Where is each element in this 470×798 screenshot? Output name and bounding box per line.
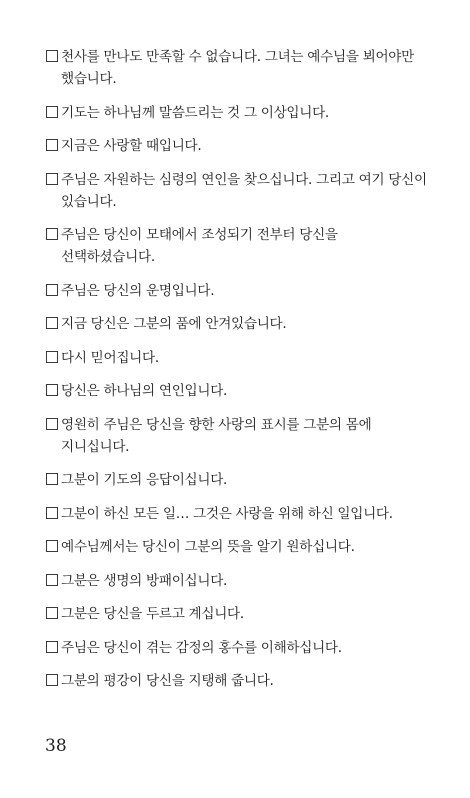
checklist-item — [46, 102, 430, 124]
checkbox[interactable] — [46, 173, 58, 185]
checklist — [46, 46, 430, 704]
checklist-item-text: 천사를 만나도 만족할 수 없습니다. 그녀는 예수님을 뵈어야만 했습니다. — [61, 49, 414, 87]
checklist-item-text: 그분은 당신을 두르고 계십니다. — [61, 606, 244, 622]
checkbox[interactable] — [46, 317, 58, 329]
checklist-item-text: 그분은 생명의 방패이십니다. — [61, 572, 228, 589]
checkbox[interactable] — [46, 284, 58, 296]
checklist-item-text: 지금은 사랑할 때입니다. — [61, 138, 202, 154]
checklist-item-text: 기도는 하나님께 말씀드리는 것 그 이상입니다. — [61, 104, 329, 121]
checkbox[interactable] — [46, 540, 58, 552]
checklist-item — [46, 169, 430, 213]
checklist-item-text: 영원히 주님은 당신을 향한 사랑의 표시를 그분의 몸에 지니십니다. — [61, 416, 372, 455]
checklist-item — [46, 469, 430, 491]
checklist-item — [46, 46, 430, 90]
checklist-item — [46, 380, 430, 402]
checklist-item-text: 주님은 당신의 운명입니다. — [61, 282, 215, 299]
checklist-item-text: 주님은 당신이 겪는 감정의 홍수를 이해하십니다. — [61, 639, 342, 656]
checkbox[interactable] — [46, 418, 58, 430]
checklist-item-text: 주님은 자원하는 심령의 연인을 찾으십니다. 그리고 여기 당신이 있습니다. — [61, 171, 427, 210]
checklist-item-text: 그분이 기도의 응답이십니다. — [61, 472, 228, 488]
checkbox[interactable] — [46, 574, 58, 586]
checklist-item — [46, 224, 430, 268]
checkbox[interactable] — [46, 106, 58, 118]
page-number: 38 — [45, 736, 67, 756]
checkbox[interactable] — [46, 607, 58, 619]
checklist-item-text: 주님은 당신이 모태에서 조성되기 전부터 당신을 선택하셨습니다. — [61, 227, 338, 265]
checklist-item-text: 당신은 하나님의 연인입니다. — [61, 383, 228, 399]
checkbox[interactable] — [46, 641, 58, 653]
checklist-item-text: 그분의 평강이 당신을 지탱해 줍니다. — [61, 673, 274, 689]
checklist-item-text: 예수님께서는 당신이 그분의 뜻을 알기 원하십니다. — [61, 539, 355, 555]
checklist-item — [46, 637, 430, 659]
checkbox[interactable] — [46, 507, 58, 519]
checklist-item-text: 그분이 하신 모든 일… 그것은 사랑을 위해 하신 일입니다. — [61, 505, 393, 522]
checklist-item — [46, 536, 430, 558]
checkbox[interactable] — [46, 384, 58, 396]
checklist-item — [46, 670, 430, 692]
checklist-item — [46, 347, 430, 369]
checklist-item — [46, 313, 430, 335]
checkbox[interactable] — [46, 139, 58, 151]
checklist-item — [46, 603, 430, 625]
checkbox[interactable] — [46, 674, 58, 686]
checklist-item-text: 지금 당신은 그분의 품에 안겨있습니다. — [61, 316, 287, 332]
checklist-item — [46, 503, 430, 525]
checklist-item — [46, 570, 430, 592]
checklist-item — [46, 414, 430, 458]
checkbox[interactable] — [46, 50, 58, 62]
checklist-item — [46, 280, 430, 302]
checkbox[interactable] — [46, 473, 58, 485]
checkbox[interactable] — [46, 351, 58, 363]
checklist-item — [46, 135, 430, 157]
checkbox[interactable] — [46, 228, 58, 240]
checklist-item-text: 다시 믿어집니다. — [61, 349, 159, 366]
